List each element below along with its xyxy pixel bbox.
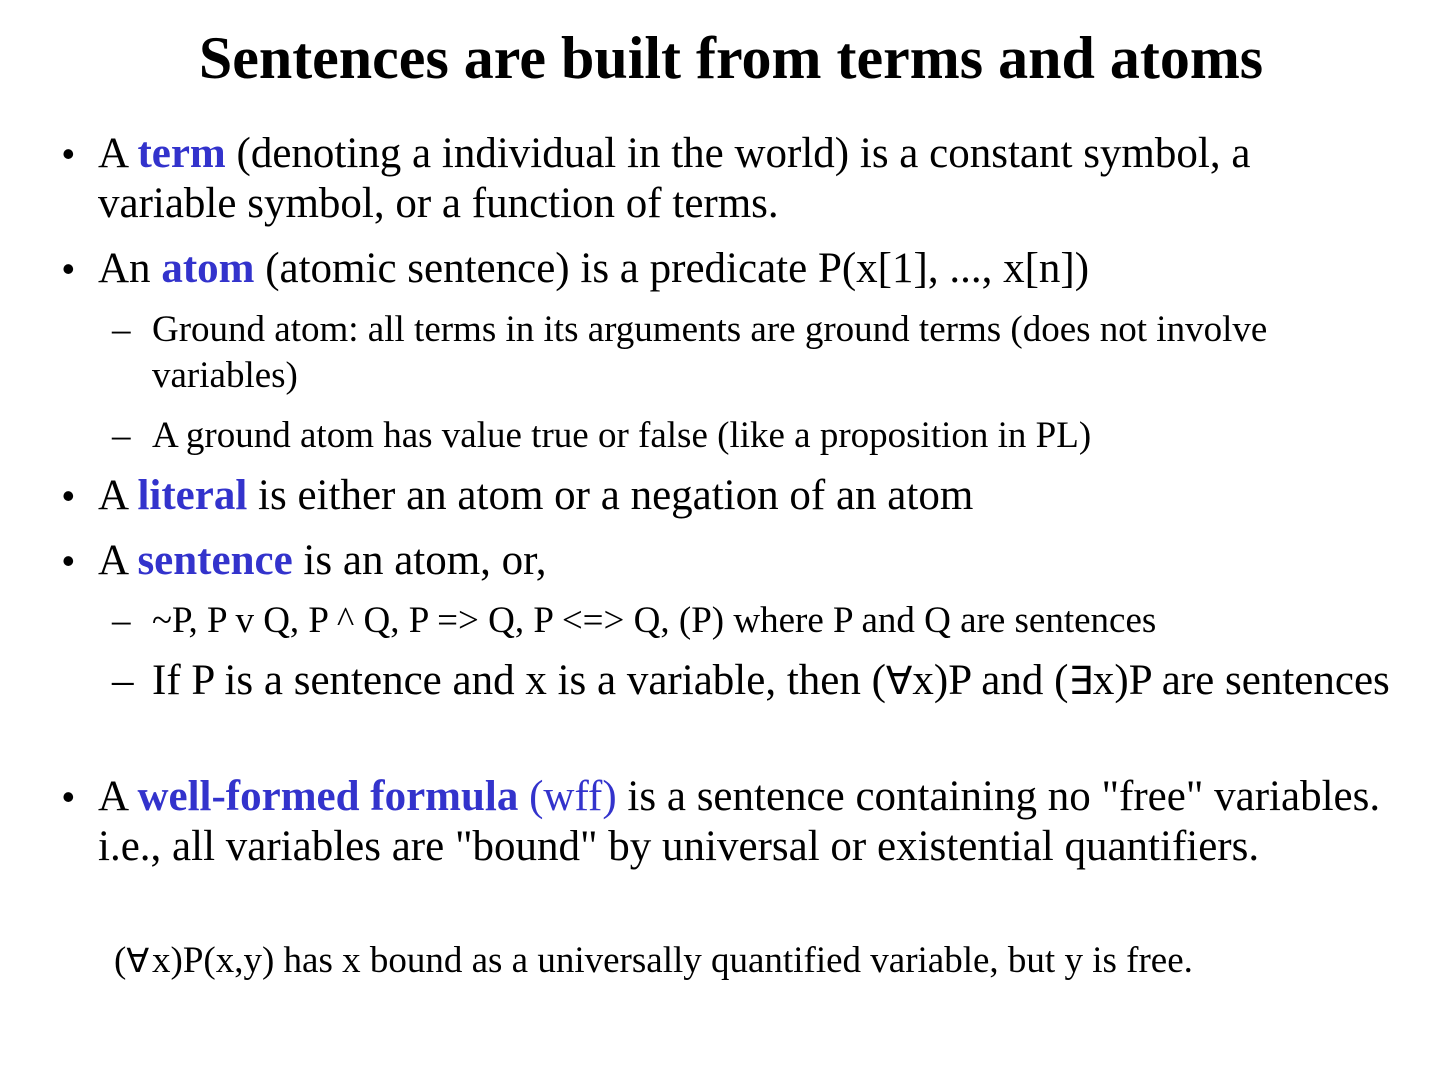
- forall-symbol: ∀: [885, 659, 913, 704]
- bullet-sentence-text: is an atom, or,: [292, 537, 547, 584]
- bullet-marker: •: [62, 248, 75, 289]
- bullet-atom-text: (atomic sentence) is a predicate P(x[1], ..., x[n]): [254, 245, 1090, 292]
- bullet-literal: [62, 471, 1398, 521]
- quantifier-text-2: x)P and (: [912, 657, 1069, 704]
- bullet-atom-prefix: An: [98, 245, 162, 292]
- sub-bullet-ground-atom: [112, 307, 1398, 399]
- sub-bullet-text: ~P, P v Q, P ^ Q, P => Q, P <=> Q, (P) where P and Q are sentences: [152, 600, 1157, 641]
- bullet-term: [62, 129, 1398, 229]
- bullet-sentence: [62, 536, 1398, 586]
- bullet-wff: [62, 772, 1398, 872]
- keyword-atom: atom: [161, 245, 255, 292]
- wff-example-open: [114, 938, 149, 984]
- bullet-sentence-prefix: A: [98, 537, 138, 584]
- exists-symbol: ∃: [1068, 659, 1093, 704]
- bullet-wff-text: is a sentence containing no "free" variables. i.e., all variables are "bound" by universal or existential quantifiers.: [98, 773, 1381, 870]
- bullet-term-prefix: A: [98, 130, 138, 177]
- slide-title: Sentences are built from terms and atoms: [198, 25, 1264, 91]
- bullet-marker: •: [62, 776, 75, 817]
- sub-bullet-text: Ground atom: all terms in its arguments are ground terms (does not involve variables): [152, 309, 1268, 396]
- quantifier-text-3: x)P are sentences: [1092, 657, 1390, 704]
- wff-example: [114, 938, 1398, 984]
- keyword-sentence: sentence: [137, 537, 293, 584]
- bullet-atom: [62, 244, 1398, 294]
- open-paren: (: [114, 940, 127, 981]
- bullet-term-text: (denoting a individual in the world) is a constant symbol, a variable symbol, or a function of terms.: [98, 130, 1251, 227]
- bullet-literal-prefix: A: [98, 472, 138, 519]
- dash-marker: –: [112, 600, 131, 641]
- quantifier-text-1: If P is a sentence and x is a variable, then (: [152, 657, 886, 704]
- dash-marker: –: [112, 657, 134, 704]
- bullet-literal-text: is either an atom or a negation of an atom: [247, 472, 974, 519]
- bullet-marker: •: [62, 475, 75, 516]
- keyword-wff: well-formed formula: [137, 773, 519, 820]
- sub-bullet-text: A ground atom has value true or false (like a proposition in PL): [152, 415, 1092, 456]
- bullet-wff-prefix: A: [98, 773, 138, 820]
- sub-bullet-connectives: [112, 598, 1398, 644]
- keyword-literal: literal: [137, 472, 248, 519]
- forall-symbol: ∀: [126, 941, 150, 980]
- bullet-marker: •: [62, 540, 75, 581]
- wff-example-text: x)P(x,y) has x bound as a universally quantified variable, but y is free.: [152, 940, 1193, 981]
- sub-bullet-ground-atom-value: [112, 413, 1398, 459]
- keyword-wff-abbrev: (wff): [518, 773, 617, 820]
- keyword-term: term: [137, 130, 226, 177]
- dash-marker: –: [112, 309, 131, 350]
- dash-marker: –: [112, 415, 131, 456]
- bullet-marker: •: [62, 133, 75, 174]
- sub-bullet-quantifiers: [112, 656, 1398, 707]
